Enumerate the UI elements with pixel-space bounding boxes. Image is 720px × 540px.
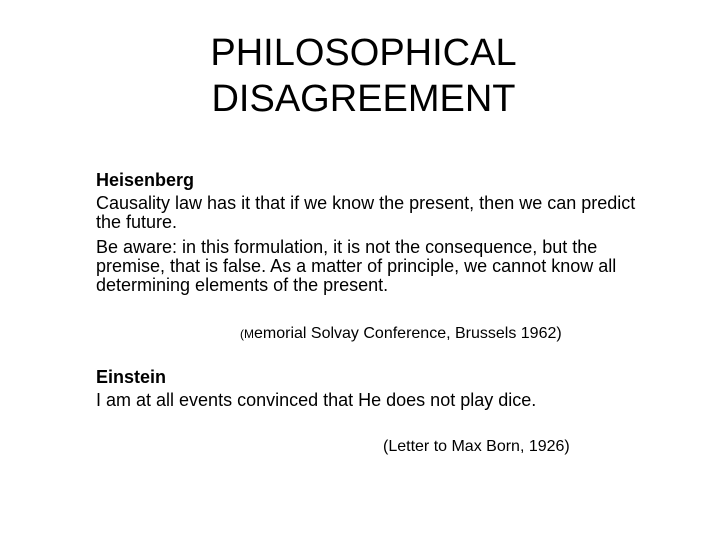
citation-prefix: (M xyxy=(240,327,254,341)
heisenberg-paragraph-1: Causality law has it that if we know the present, then we can predict the future. xyxy=(96,193,636,232)
speaker-einstein: Einstein xyxy=(96,367,167,387)
title-line-1: PHILOSOPHICAL xyxy=(210,32,517,74)
heisenberg-paragraph-2: Be aware: in this formulation, it is not the consequence, but the premise, that is false. As a matter of principle, we cannot know all determining elements of the present. xyxy=(96,237,617,295)
heisenberg-citation xyxy=(240,324,562,344)
speaker-heisenberg: Heisenberg xyxy=(96,170,195,190)
einstein-citation: (Letter to Max Born, 1926) xyxy=(383,438,570,455)
slide-title xyxy=(0,30,720,122)
einstein-quote: I am at all events convinced that He does not play dice. xyxy=(96,390,537,410)
citation-text: emorial Solvay Conference, Brussels 1962) xyxy=(254,325,562,342)
title-line-2: DISAGREEMENT xyxy=(211,78,516,120)
